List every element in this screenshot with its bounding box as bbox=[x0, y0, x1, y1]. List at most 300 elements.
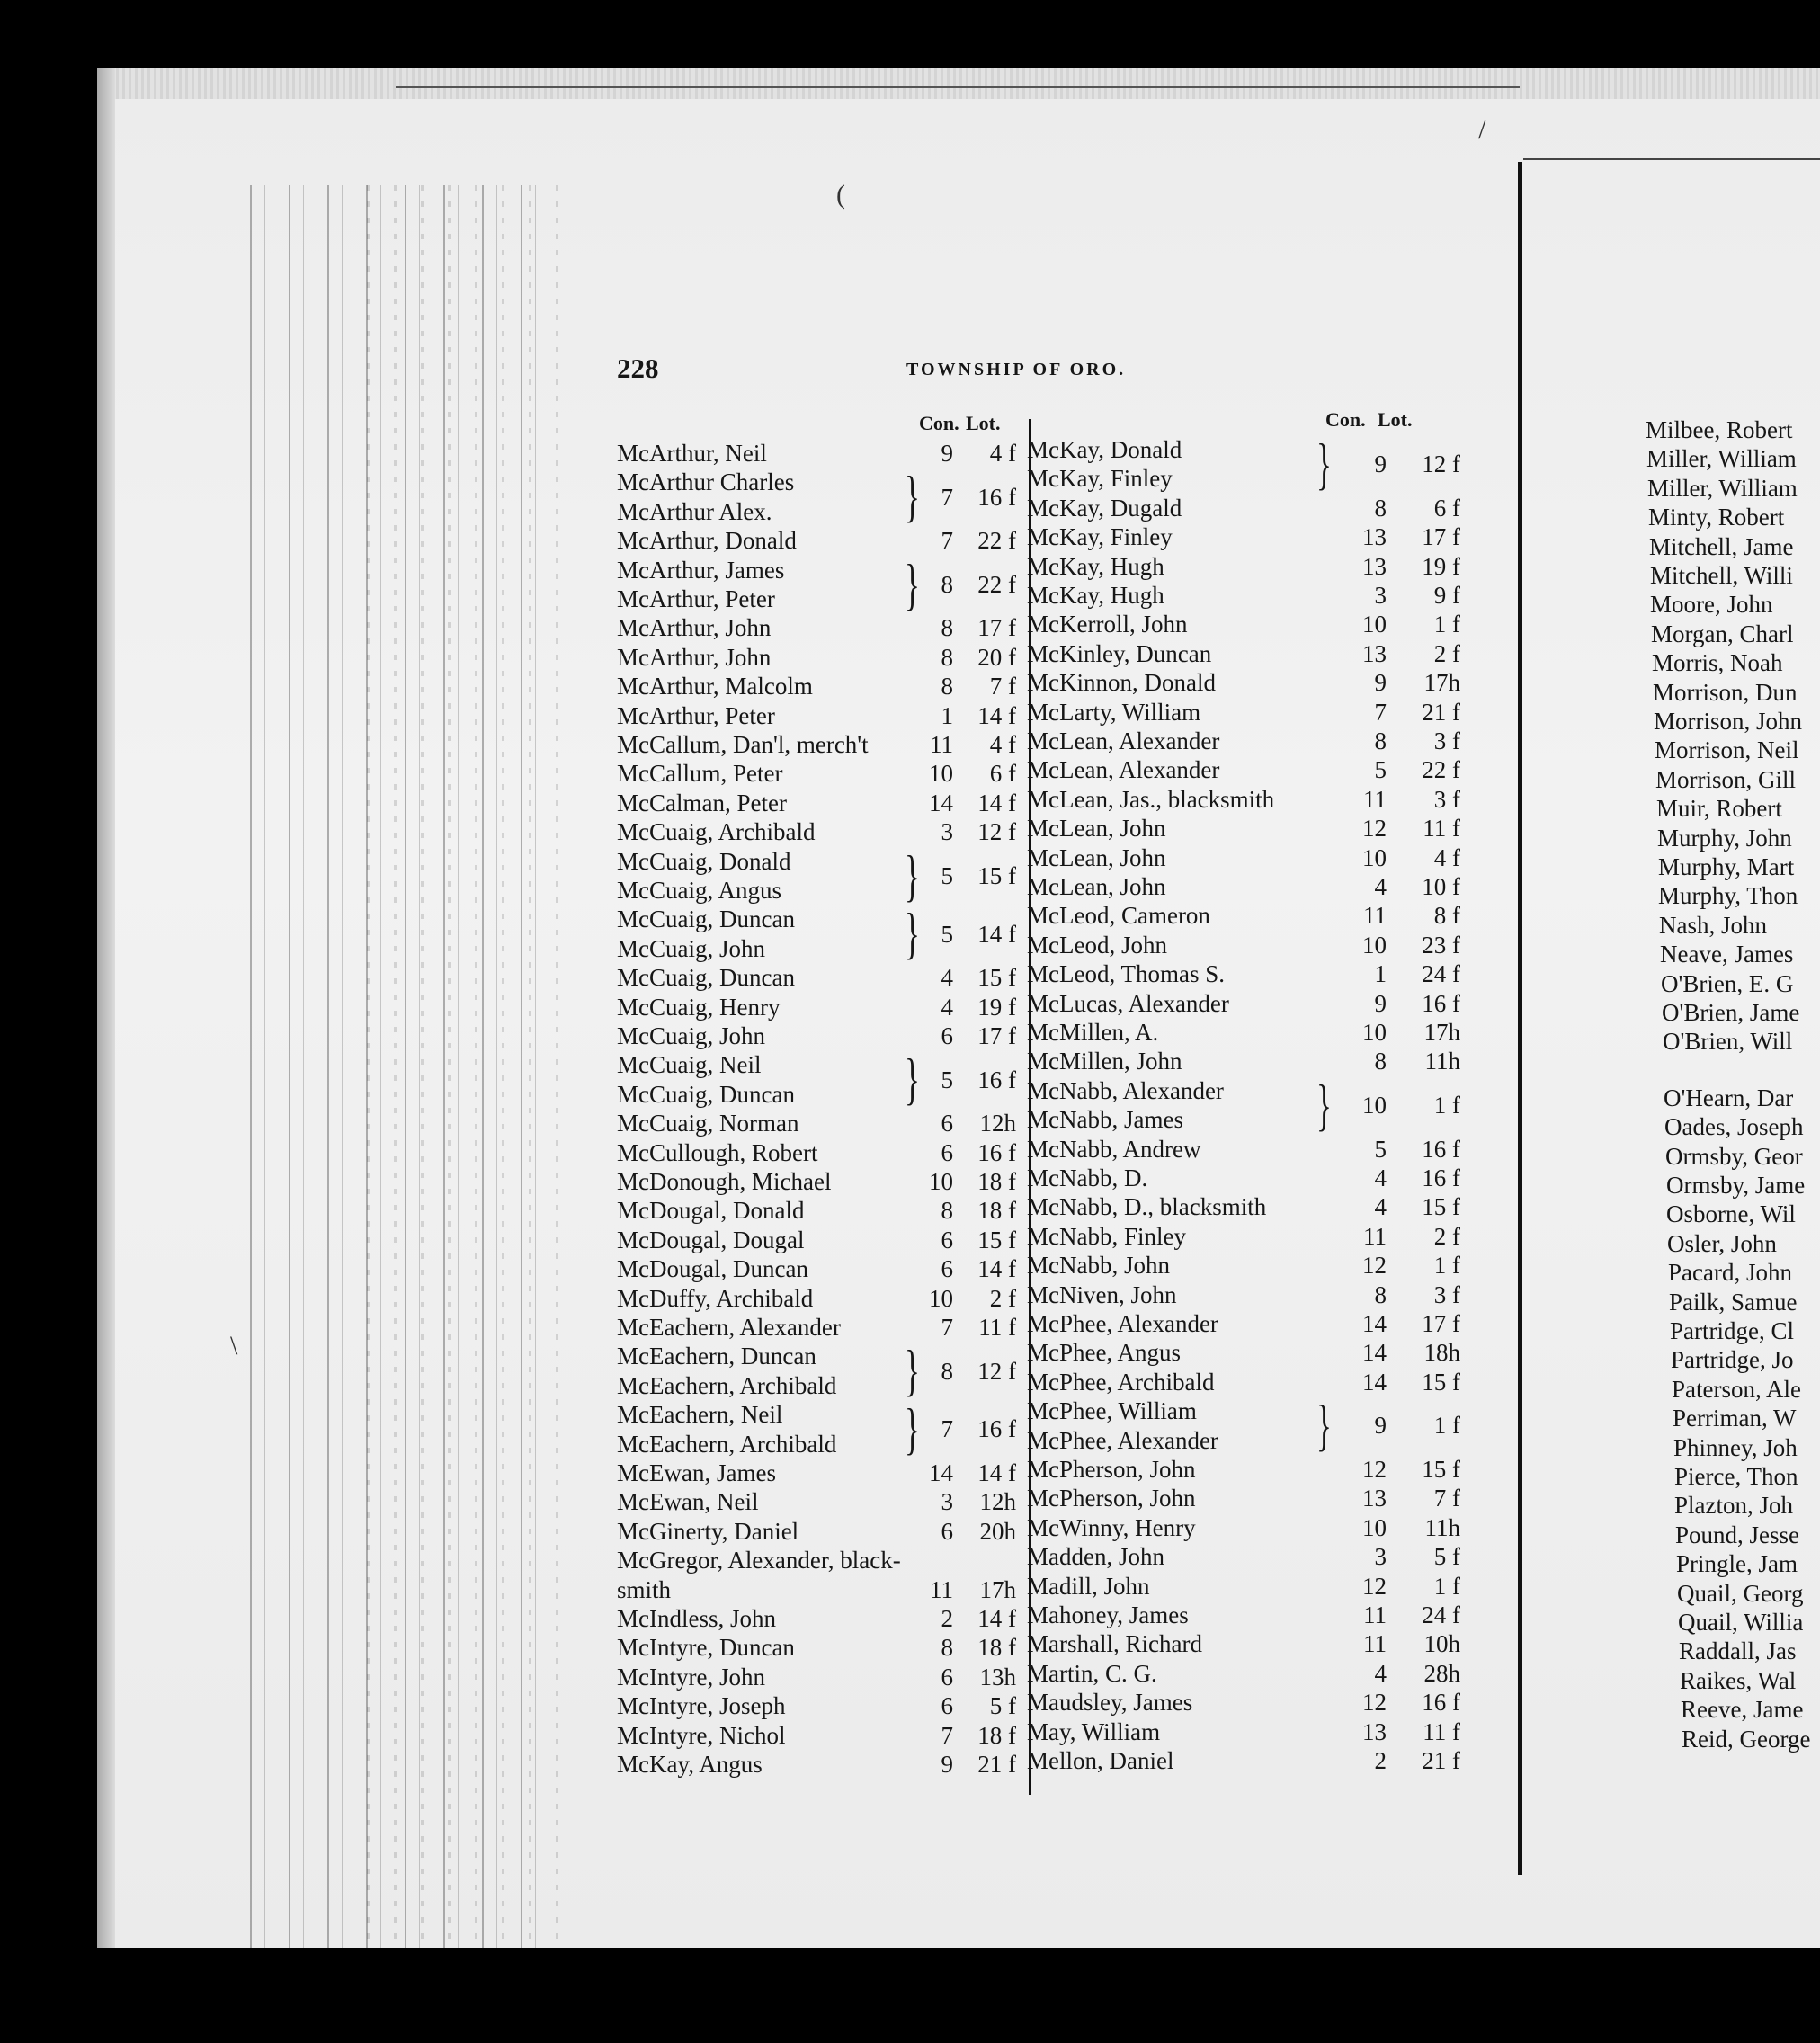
entry-lot: 17h bbox=[1423, 669, 1460, 697]
entry-name: McGregor, Alexander, black- bbox=[617, 1547, 901, 1575]
list-item bbox=[1027, 1601, 1468, 1629]
list-item bbox=[617, 1284, 1023, 1313]
entry-name: McNabb, John bbox=[1027, 1252, 1170, 1280]
entry-concession: 6 bbox=[941, 1663, 953, 1691]
entry-concession: 5 bbox=[1374, 1135, 1387, 1163]
list-item bbox=[617, 730, 1023, 759]
group-concession: 8 bbox=[941, 1357, 953, 1385]
list-item bbox=[1027, 843, 1468, 872]
entry-lot: 6 f bbox=[989, 760, 1016, 788]
entry-concession: 9 bbox=[1374, 669, 1387, 697]
entry-concession: 1 bbox=[941, 701, 953, 729]
entry-lot: 18 f bbox=[977, 1634, 1016, 1662]
entry-lot: 14 f bbox=[977, 1255, 1016, 1283]
entry-name: McEachern, Alexander bbox=[617, 1314, 841, 1341]
list-item: Murphy, Thon bbox=[1658, 882, 1798, 910]
list-item bbox=[1027, 581, 1468, 610]
entry-name: McArthur Charles bbox=[617, 468, 795, 496]
list-item: Partridge, Jo bbox=[1671, 1346, 1794, 1374]
entry-lot: 12h bbox=[979, 1110, 1016, 1137]
group-concession: 5 bbox=[941, 861, 953, 889]
entry-name: McCalman, Peter bbox=[617, 789, 787, 816]
entry-lot: 22 f bbox=[1422, 756, 1460, 784]
list-item: Nash, John bbox=[1659, 911, 1767, 939]
list-item bbox=[1027, 1368, 1468, 1396]
group-lot: 1 f bbox=[1433, 1092, 1460, 1119]
entry-name: McKay, Dugald bbox=[1027, 494, 1182, 522]
entry-name: McIntyre, Duncan bbox=[617, 1634, 795, 1662]
group-values bbox=[1027, 1091, 1477, 1120]
list-item bbox=[617, 439, 1023, 468]
entry-concession: 3 bbox=[941, 818, 953, 846]
entry-concession: 2 bbox=[1374, 1747, 1387, 1774]
list-item bbox=[1027, 1338, 1468, 1367]
top-right-rule bbox=[1523, 158, 1820, 160]
entry-name: May, William bbox=[1027, 1717, 1161, 1745]
entry-lot: 3 f bbox=[1433, 785, 1460, 813]
group-values bbox=[617, 861, 1030, 890]
list-item bbox=[617, 526, 1023, 555]
group-lot: 16 f bbox=[977, 1415, 1016, 1443]
entry-concession: 6 bbox=[941, 1110, 953, 1137]
list-item bbox=[1027, 872, 1468, 901]
entry-name: Marshall, Richard bbox=[1027, 1630, 1202, 1658]
list-item: Ormsby, Jame bbox=[1666, 1172, 1806, 1199]
entry-concession: 8 bbox=[941, 673, 953, 700]
ink-mark: / bbox=[1478, 115, 1486, 145]
entry-concession: 10 bbox=[1362, 1513, 1387, 1541]
entry-lot: 6 f bbox=[1433, 494, 1460, 522]
entry-lot: 11 f bbox=[1423, 815, 1460, 843]
list-item bbox=[1027, 901, 1468, 930]
entry-lot: 11 f bbox=[978, 1314, 1016, 1341]
entry-concession: 14 bbox=[1362, 1368, 1387, 1396]
entry-concession: 8 bbox=[941, 1197, 953, 1225]
entry-lot: 2 f bbox=[1433, 639, 1460, 667]
entry-concession: 4 bbox=[941, 993, 953, 1021]
list-item bbox=[1027, 522, 1468, 551]
list-item bbox=[1027, 494, 1468, 522]
entry-name: McKay, Finley bbox=[1027, 523, 1173, 551]
entry-name: McLean, Alexander bbox=[1027, 727, 1220, 754]
entry-concession: 13 bbox=[1362, 1485, 1387, 1512]
page-divider-rule bbox=[1518, 162, 1522, 1875]
entry-concession: 2 bbox=[941, 1605, 953, 1632]
entry-name: McKay, Hugh bbox=[1027, 552, 1164, 580]
entry-name: McCuaig, Donald bbox=[617, 847, 791, 875]
list-item: Osler, John bbox=[1667, 1229, 1777, 1257]
list-item bbox=[617, 1487, 1023, 1516]
entry-concession: 11 bbox=[930, 731, 953, 758]
list-item bbox=[617, 1254, 1023, 1283]
group-values bbox=[1027, 450, 1477, 478]
list-item bbox=[1027, 1542, 1468, 1571]
entry-concession: 7 bbox=[941, 1721, 953, 1749]
entry-concession: 14 bbox=[1362, 1339, 1387, 1367]
ink-mark: \ bbox=[230, 1331, 238, 1361]
entry-name: McKay, Angus bbox=[617, 1751, 763, 1778]
entry-lot: 21 f bbox=[977, 1751, 1016, 1778]
entry-name: McNabb, D. bbox=[1027, 1164, 1148, 1191]
entry-concession: 3 bbox=[1374, 582, 1387, 609]
entry-name: McCullough, Robert bbox=[617, 1138, 818, 1166]
list-item: Phinney, Joh bbox=[1673, 1433, 1798, 1461]
entry-concession: 14 bbox=[1362, 1310, 1387, 1337]
list-item: O'Brien, Will bbox=[1663, 1028, 1793, 1056]
entry-lot: 1 f bbox=[1433, 611, 1460, 638]
list-item bbox=[1027, 1717, 1468, 1746]
entry-name: McEwan, James bbox=[617, 1459, 776, 1486]
entry-lot: 16 f bbox=[1422, 989, 1460, 1017]
list-item: Pound, Jesse bbox=[1675, 1521, 1800, 1548]
list-item: Raddall, Jas bbox=[1679, 1637, 1797, 1665]
list-item bbox=[617, 643, 1023, 672]
binding-speckle bbox=[367, 185, 574, 1948]
entry-concession: 6 bbox=[941, 1692, 953, 1720]
list-item bbox=[617, 701, 1023, 730]
group-values bbox=[617, 570, 1030, 599]
entry-lot: 17h bbox=[1423, 1019, 1460, 1046]
list-item: Reid, George bbox=[1682, 1725, 1811, 1753]
entry-lot: 15 f bbox=[977, 964, 1016, 992]
entry-name: McMillen, John bbox=[1027, 1048, 1182, 1075]
list-item: Pringle, Jam bbox=[1676, 1550, 1798, 1578]
list-item: Perriman, W bbox=[1673, 1405, 1797, 1432]
list-item: Murphy, John bbox=[1657, 824, 1792, 852]
list-item bbox=[617, 759, 1023, 788]
list-item: Morrison, Neil bbox=[1655, 736, 1799, 764]
entry-concession: 14 bbox=[929, 1459, 953, 1486]
list-item bbox=[1027, 1018, 1468, 1047]
list-item bbox=[617, 1517, 1023, 1546]
entry-lot: 21 f bbox=[1422, 698, 1460, 726]
entry-name: McEachern, Neil bbox=[617, 1401, 783, 1429]
list-item bbox=[617, 1196, 1023, 1225]
list-item: Morrison, Dun bbox=[1653, 678, 1798, 706]
list-item bbox=[1027, 1222, 1468, 1251]
entry-lot: 11 f bbox=[1423, 1717, 1460, 1745]
entry-lot: 16 f bbox=[1422, 1135, 1460, 1163]
list-item: Morrison, John bbox=[1654, 708, 1803, 735]
group-lot: 12 f bbox=[1422, 451, 1460, 478]
group-brace: } bbox=[1316, 1393, 1332, 1458]
entry-concession: 13 bbox=[1362, 523, 1387, 551]
entry-concession: 4 bbox=[1374, 873, 1387, 900]
group-concession: 5 bbox=[941, 920, 953, 948]
entry-concession: 8 bbox=[1374, 727, 1387, 754]
entry-lot: 7 f bbox=[989, 673, 1016, 700]
page-title: TOWNSHIP OF ORO. bbox=[906, 360, 1127, 379]
entry-concession: 4 bbox=[1374, 1193, 1387, 1221]
entry-lot: 12 f bbox=[977, 818, 1016, 846]
list-item bbox=[1027, 698, 1468, 727]
entry-concession: 14 bbox=[929, 789, 953, 816]
entry-name: McEachern, Archibald bbox=[617, 1430, 837, 1458]
group-values bbox=[617, 483, 1030, 512]
list-item bbox=[1027, 1280, 1468, 1309]
entry-concession: 7 bbox=[941, 527, 953, 555]
entry-lot: 20 f bbox=[977, 643, 1016, 671]
entry-lot: 14 f bbox=[977, 1459, 1016, 1486]
entry-concession: 12 bbox=[1362, 1456, 1387, 1483]
entry-concession: 5 bbox=[1374, 756, 1387, 784]
list-item bbox=[1027, 727, 1468, 755]
group-lot: 1 f bbox=[1433, 1412, 1460, 1440]
entry-name: McPhee, William bbox=[1027, 1397, 1197, 1425]
entry-concession: 8 bbox=[941, 643, 953, 671]
entry-name: McCuaig, Duncan bbox=[617, 906, 795, 933]
entry-name: McPherson, John bbox=[1027, 1485, 1196, 1512]
entry-lot: 11h bbox=[1424, 1048, 1460, 1075]
list-item: Pailk, Samue bbox=[1669, 1288, 1798, 1316]
entry-name: Maudsley, James bbox=[1027, 1689, 1193, 1717]
list-item: Murphy, Mart bbox=[1658, 853, 1795, 880]
list-item bbox=[617, 1138, 1023, 1167]
entry-name: McIntyre, Nichol bbox=[617, 1721, 786, 1749]
group-brace: } bbox=[905, 464, 920, 529]
list-item bbox=[617, 1022, 1023, 1050]
entry-lot: 16 f bbox=[977, 1138, 1016, 1166]
list-item bbox=[617, 1750, 1023, 1779]
list-item: Pierce, Thon bbox=[1674, 1463, 1798, 1490]
group-concession: 9 bbox=[1374, 1412, 1387, 1440]
list-item: Pacard, John bbox=[1668, 1259, 1792, 1287]
entry-name: McLeod, Cameron bbox=[1027, 902, 1210, 930]
list-item bbox=[1027, 610, 1468, 638]
list-item bbox=[1027, 1047, 1468, 1075]
list-item bbox=[617, 1167, 1023, 1196]
group-values bbox=[617, 1414, 1030, 1443]
list-item: Morris, Noah bbox=[1652, 649, 1783, 677]
entry-name: McArthur, James bbox=[617, 556, 785, 584]
left-lot-header: Lot. bbox=[966, 412, 1001, 434]
list-item bbox=[1027, 1629, 1468, 1658]
list-item bbox=[617, 963, 1023, 992]
entry-lot: 3 f bbox=[1433, 1280, 1460, 1308]
list-item bbox=[1027, 1513, 1468, 1542]
entry-name: McNabb, D., blacksmith bbox=[1027, 1193, 1267, 1221]
entry-lot: 11h bbox=[1424, 1513, 1460, 1541]
list-item bbox=[617, 1459, 1023, 1487]
entry-lot: 10 f bbox=[1422, 873, 1460, 900]
list-item bbox=[1027, 1309, 1468, 1338]
entry-concession: 6 bbox=[941, 1226, 953, 1253]
entry-name: McCuaig, Neil bbox=[617, 1051, 762, 1079]
entry-concession: 7 bbox=[941, 1314, 953, 1341]
entry-name: McDougal, Duncan bbox=[617, 1255, 808, 1283]
entry-name: McLeod, Thomas S. bbox=[1027, 960, 1225, 988]
entry-lot: 18 f bbox=[977, 1721, 1016, 1749]
entry-name: McArthur, John bbox=[617, 643, 772, 671]
entry-concession: 11 bbox=[1363, 1601, 1387, 1628]
entry-name: McArthur, Donald bbox=[617, 527, 797, 555]
entry-lot: 19 f bbox=[1422, 552, 1460, 580]
entry-lot: 18 f bbox=[977, 1197, 1016, 1225]
entry-name: McCuaig, John bbox=[617, 1022, 765, 1049]
entry-name: McPhee, Alexander bbox=[1027, 1310, 1218, 1337]
group-brace: } bbox=[905, 551, 920, 616]
list-item bbox=[617, 672, 1023, 700]
entry-lot: 22 f bbox=[977, 527, 1016, 555]
entry-name: McKay, Hugh bbox=[1027, 582, 1164, 609]
entry-lot: 23 f bbox=[1422, 931, 1460, 959]
list-item bbox=[1027, 668, 1468, 697]
group-concession: 7 bbox=[941, 1415, 953, 1443]
entry-lot: 14 f bbox=[977, 789, 1016, 816]
list-item: Miller, William bbox=[1647, 474, 1798, 502]
entry-concession: 4 bbox=[941, 964, 953, 992]
entry-name: McLean, Alexander bbox=[1027, 756, 1220, 784]
group-concession: 8 bbox=[941, 570, 953, 598]
entry-concession: 12 bbox=[1362, 1252, 1387, 1280]
list-item: Plazton, Joh bbox=[1674, 1492, 1793, 1520]
group-brace: } bbox=[1316, 1072, 1332, 1137]
entry-name: Mellon, Daniel bbox=[1027, 1747, 1174, 1774]
entry-lot: 24 f bbox=[1422, 1601, 1460, 1628]
middle-lot-header: Lot. bbox=[1378, 408, 1413, 431]
list-item bbox=[1027, 755, 1468, 784]
entry-lot: 16 f bbox=[1422, 1164, 1460, 1191]
list-item bbox=[1027, 814, 1468, 843]
list-item bbox=[1027, 931, 1468, 959]
entry-name: McPhee, Archibald bbox=[1027, 1368, 1215, 1396]
entry-lot: 17 f bbox=[977, 614, 1016, 642]
entry-lot: 18h bbox=[1423, 1339, 1460, 1367]
entry-lot: 13h bbox=[979, 1663, 1016, 1691]
entry-lot: 4 f bbox=[989, 440, 1016, 467]
entry-name: McWinny, Henry bbox=[1027, 1513, 1196, 1541]
entry-name: McEwan, Neil bbox=[617, 1488, 759, 1516]
group-lot: 16 f bbox=[977, 1066, 1016, 1093]
entry-name: McKinley, Duncan bbox=[1027, 639, 1212, 667]
entry-name: McIntyre, Joseph bbox=[617, 1692, 786, 1720]
entry-name: McIndless, John bbox=[617, 1605, 776, 1632]
group-brace: } bbox=[905, 901, 920, 966]
entry-lot: 14 f bbox=[977, 701, 1016, 729]
entry-name: McKay, Donald bbox=[1027, 436, 1182, 463]
list-item bbox=[617, 1109, 1023, 1137]
group-values bbox=[617, 1066, 1030, 1094]
entry-name: McGinerty, Daniel bbox=[617, 1517, 799, 1545]
entry-lot: 17 f bbox=[1422, 1310, 1460, 1337]
list-item: O'Brien, E. G bbox=[1661, 969, 1794, 997]
entry-concession: 6 bbox=[941, 1022, 953, 1049]
page-header bbox=[518, 281, 1147, 384]
entry-name: McNabb, Andrew bbox=[1027, 1135, 1201, 1163]
entry-lot: 3 f bbox=[1433, 727, 1460, 754]
entry-name: McCuaig, Angus bbox=[617, 877, 782, 904]
entry-name: McNabb, Alexander bbox=[1027, 1076, 1224, 1104]
group-lot: 12 f bbox=[977, 1357, 1016, 1385]
entry-concession: 10 bbox=[929, 1284, 953, 1312]
list-item bbox=[1027, 1572, 1468, 1601]
entry-concession: 9 bbox=[1374, 989, 1387, 1017]
entry-name: McCuaig, Duncan bbox=[617, 964, 795, 992]
entry-lot: 19 f bbox=[977, 993, 1016, 1021]
list-item bbox=[1027, 1484, 1468, 1512]
entry-name: McEachern, Archibald bbox=[617, 1371, 837, 1399]
list-item bbox=[1027, 1251, 1468, 1280]
entry-name: Madill, John bbox=[1027, 1572, 1150, 1600]
entry-name: McPhee, Angus bbox=[1027, 1339, 1181, 1367]
entry-name: Madden, John bbox=[1027, 1543, 1164, 1571]
entry-name: McArthur, John bbox=[617, 614, 772, 642]
entry-lot: 4 f bbox=[989, 731, 1016, 758]
entry-name: McCuaig, John bbox=[617, 934, 765, 962]
list-item bbox=[617, 1313, 1023, 1342]
entry-name: McPherson, John bbox=[1027, 1456, 1196, 1483]
entry-name: smith bbox=[617, 1575, 672, 1603]
entry-concession: 13 bbox=[1362, 639, 1387, 667]
list-item: Quail, Willia bbox=[1678, 1609, 1804, 1636]
entry-concession: 13 bbox=[1362, 552, 1387, 580]
entry-name: McCuaig, Duncan bbox=[617, 1080, 795, 1108]
list-item: Mitchell, Willi bbox=[1650, 562, 1793, 589]
entry-name: Mahoney, James bbox=[1027, 1601, 1189, 1628]
entry-concession: 9 bbox=[941, 1751, 953, 1778]
entry-name: McNabb, Finley bbox=[1027, 1222, 1186, 1250]
list-item bbox=[1027, 989, 1468, 1018]
list-item: Mitchell, Jame bbox=[1649, 532, 1794, 560]
entry-concession: 13 bbox=[1362, 1717, 1387, 1745]
list-item bbox=[1027, 785, 1468, 814]
entry-concession: 10 bbox=[1362, 843, 1387, 871]
entry-concession: 8 bbox=[1374, 494, 1387, 522]
group-concession: 10 bbox=[1362, 1092, 1387, 1119]
list-item bbox=[617, 817, 1023, 846]
entry-lot: 5 f bbox=[1433, 1543, 1460, 1571]
entry-concession: 12 bbox=[1362, 1572, 1387, 1600]
entry-lot: 17 f bbox=[1422, 523, 1460, 551]
list-item bbox=[617, 1604, 1023, 1633]
list-item bbox=[1027, 1192, 1468, 1221]
entry-lot: 2 f bbox=[1433, 1222, 1460, 1250]
entry-concession: 8 bbox=[1374, 1048, 1387, 1075]
list-item: Minty, Robert bbox=[1648, 504, 1785, 531]
group-lot: 14 f bbox=[977, 920, 1016, 948]
entry-lot: 16 f bbox=[1422, 1689, 1460, 1717]
entry-name: McPhee, Alexander bbox=[1027, 1426, 1218, 1454]
entry-concession: 3 bbox=[1374, 1543, 1387, 1571]
entry-concession: 10 bbox=[1362, 931, 1387, 959]
group-lot: 22 f bbox=[977, 570, 1016, 598]
entry-name: McLean, John bbox=[1027, 815, 1166, 843]
entry-lot: 20h bbox=[979, 1517, 1016, 1545]
entry-concession: 3 bbox=[941, 1488, 953, 1516]
entry-lot: 5 f bbox=[989, 1692, 1016, 1720]
entry-name: McArthur Alex. bbox=[617, 497, 772, 525]
entry-name: McLean, John bbox=[1027, 843, 1166, 871]
list-item: O'Hearn, Dar bbox=[1664, 1084, 1794, 1111]
entry-name: McIntyre, John bbox=[617, 1663, 765, 1691]
entry-name: McCuaig, Henry bbox=[617, 993, 781, 1021]
entry-concession: 6 bbox=[941, 1517, 953, 1545]
entry-concession: 10 bbox=[1362, 1019, 1387, 1046]
list-item: Neave, James bbox=[1660, 941, 1794, 968]
entry-lot: 10h bbox=[1423, 1630, 1460, 1658]
list-item: Paterson, Ale bbox=[1672, 1375, 1801, 1403]
middle-con-header: Con. bbox=[1325, 408, 1366, 431]
list-item: Muir, Robert bbox=[1656, 795, 1782, 823]
list-item: Oades, Joseph bbox=[1664, 1113, 1804, 1141]
entry-name: McKinnon, Donald bbox=[1027, 669, 1216, 697]
list-item: Ormsby, Geor bbox=[1665, 1142, 1803, 1170]
entry-concession: 12 bbox=[1362, 815, 1387, 843]
entry-concession: 4 bbox=[1374, 1659, 1387, 1687]
entry-lot: 18 f bbox=[977, 1168, 1016, 1195]
list-item bbox=[617, 613, 1023, 642]
list-item: Quail, Georg bbox=[1677, 1579, 1804, 1607]
